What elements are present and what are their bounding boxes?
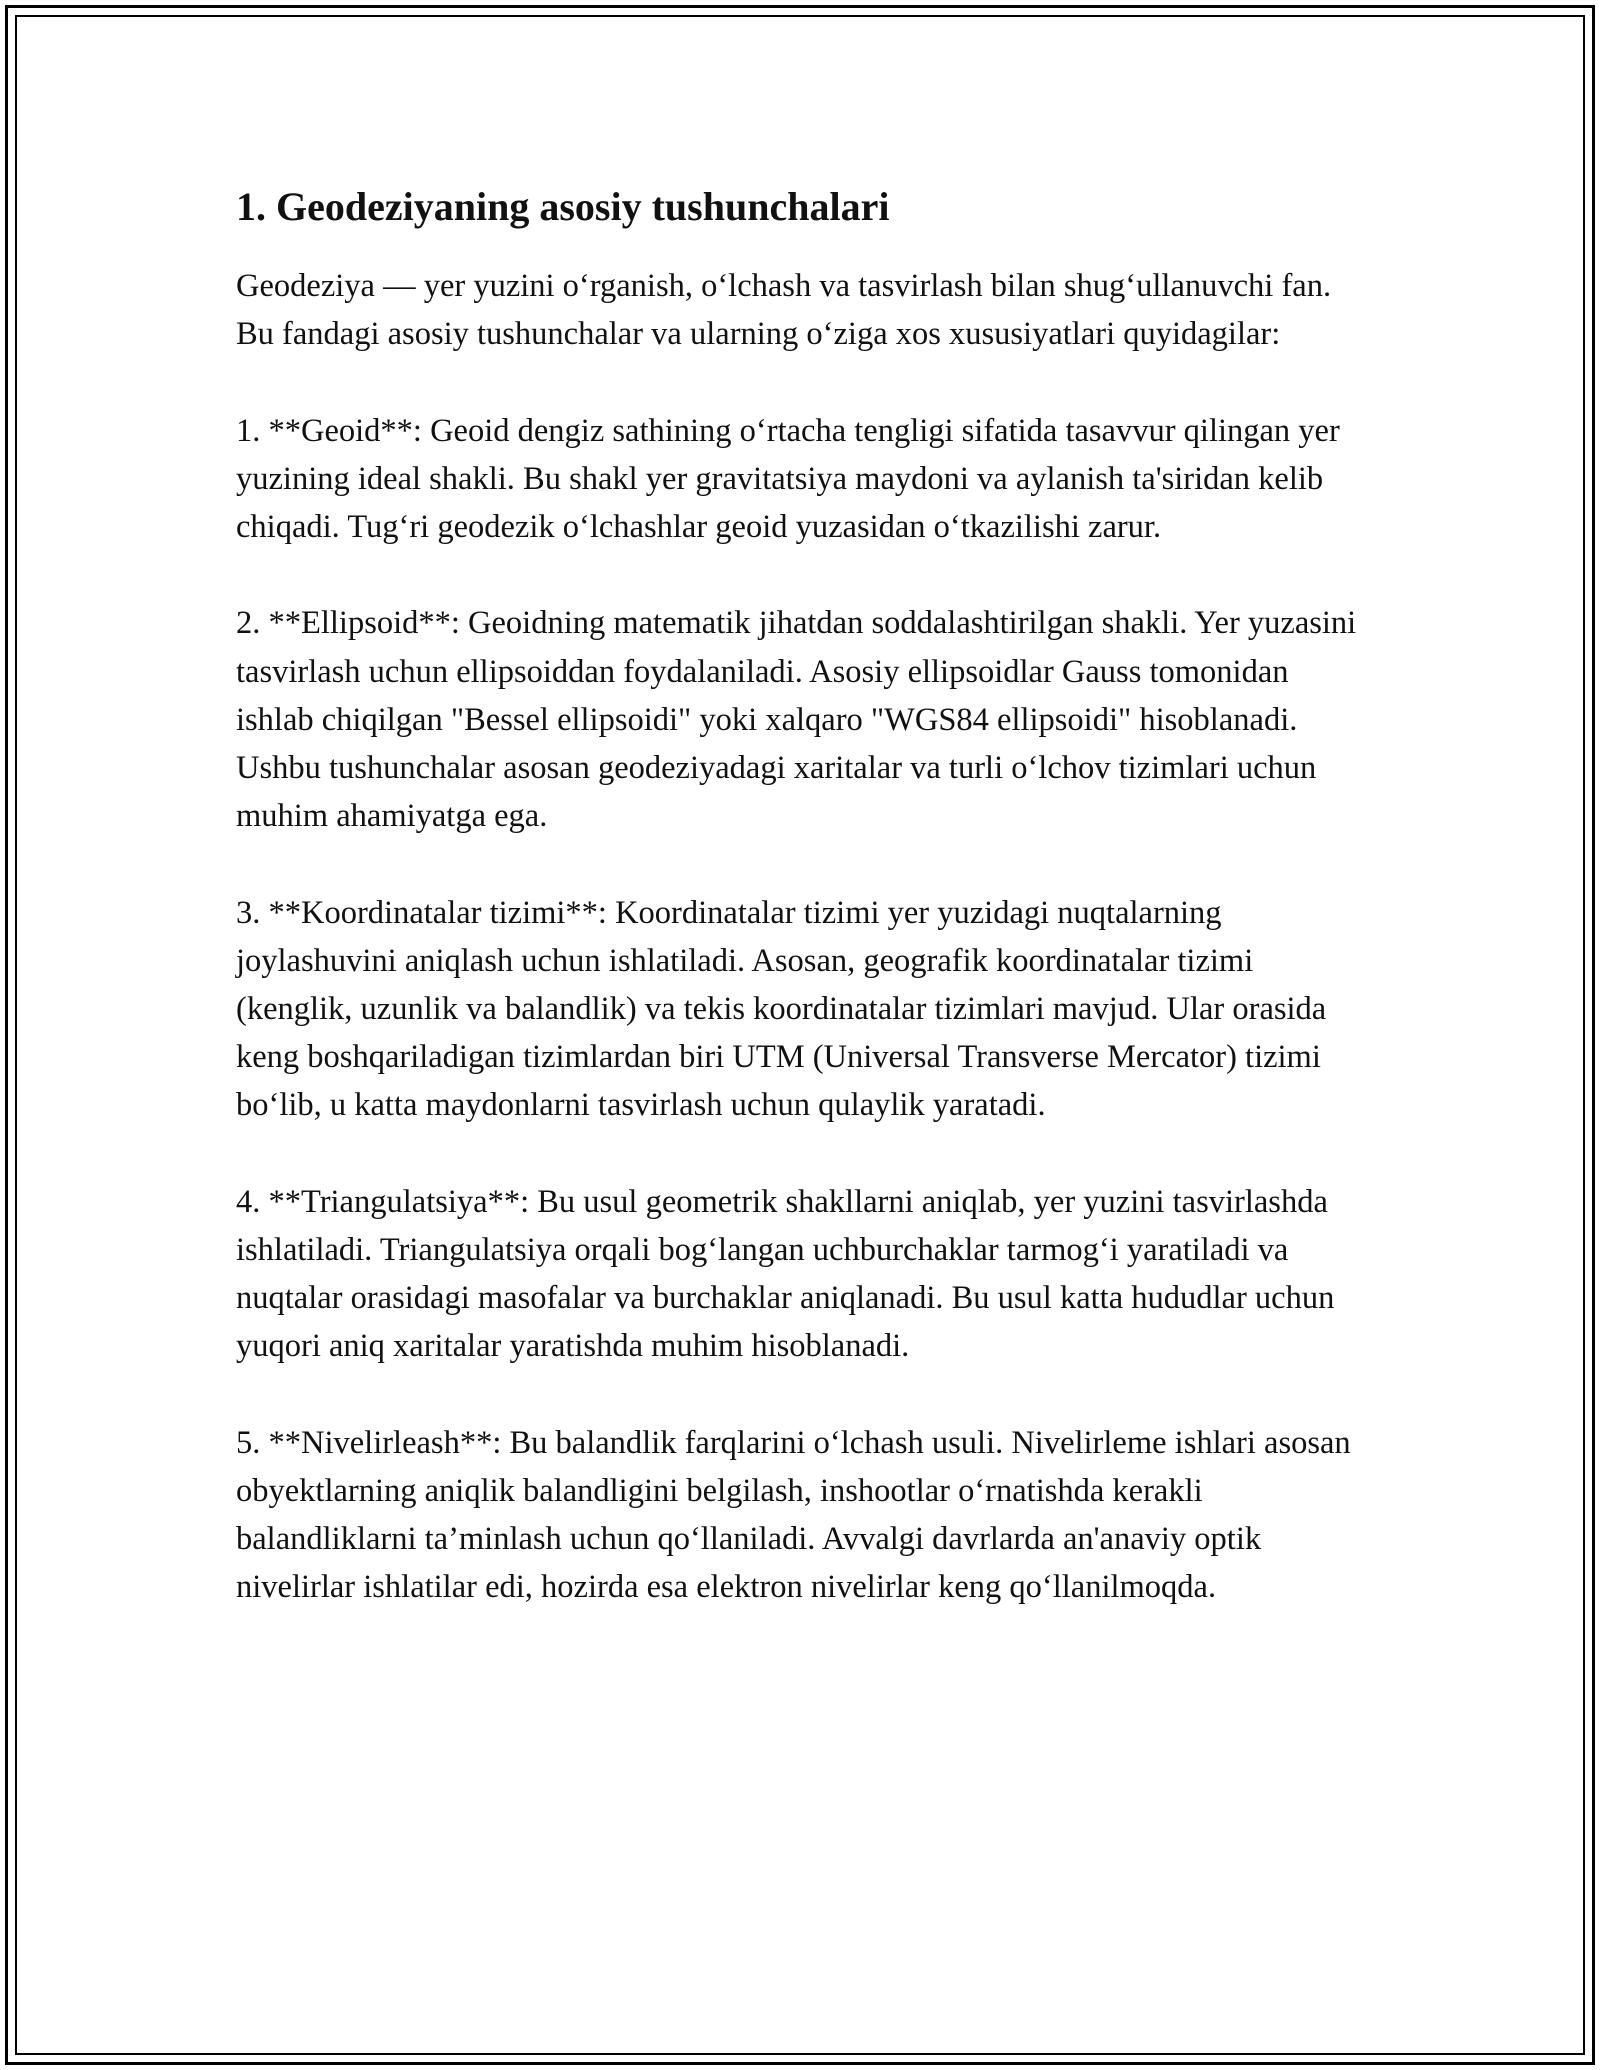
intro-paragraph: Geodeziya — yer yuzini o‘rganish, o‘lchash va tasvirlash bilan shug‘ullanuvchi fan. Bu fandagi asosiy tushunchalar va ularning o‘ziga xos xususiyatlari quyidagilar: [236,268,1332,353]
paragraph-geoid: 1. **Geoid**: Geoid dengiz sathining o‘rtacha tengligi sifatida tasavvur qilingan yer yuzining ideal shakli. Bu shakl yer gravitatsiya maydoni va aylanish ta'siridan kelib chiqadi. Tug‘ri geodezik o‘lchashlar geoid yuzasidan o‘tkazilishi zarur. [236,412,1340,545]
paragraph-triangulation: 4. **Triangulatsiya**: Bu usul geometrik shakllarni aniqlab, yer yuzini tasvirlashda ishlatiladi. Triangulatsiya orqali bog‘langan uchburchaklar tarmog‘i yaratiladi va nuqtalar orasidagi masofalar va burchaklar aniqlanadi. Bu usul katta hududlar uchun yuqori aniq xaritalar yaratishda muhim hisoblanadi. [236,1183,1335,1365]
paragraph-leveling: 5. **Nivelirleash**: Bu balandlik farqlarini o‘lchash usuli. Nivelirleme ishlari asosan obyektlarning aniqlik balandligini belgilash, inshootlar o‘rnatishda kerakli balandliklarni ta’minlash uchun qo‘llaniladi. Avvalgi davrlarda an'anaviy optik nivelirlar ishlatilar edi, hozirda esa elektron nivelirlar keng qo‘llanilmoqda. [236,1424,1351,1606]
document-body [236,182,1366,1660]
paragraph-coordinate-system: 3. **Koordinatalar tizimi**: Koordinatalar tizimi yer yuzidagi nuqtalarning joylashuvini aniqlash uchun ishlatiladi. Asosan, geografik koordinatalar tizimi (kenglik, uzunlik va balandlik) va tekis koordinatalar tizimlari mavjud. Ular orasida keng boshqariladigan tizimlardan biri UTM (Universal Transverse Mercator) tizimi bo‘lib, u katta maydonlarni tasvirlash uchun qulaylik yaratadi. [236,894,1327,1124]
paragraph-ellipsoid: 2. **Ellipsoid**: Geoidning matematik jihatdan soddalashtirilgan shakli. Yer yuzasini tasvirlash uchun ellipsoiddan foydalaniladi. Asosiy ellipsoidlar Gauss tomonidan ishlab chiqilgan "Bessel ellipsoidi" yoki xalqaro "WGS84 ellipsoidi" hisoblanadi. Ushbu tushunchalar asosan geodeziyadagi xaritalar va turli o‘lchov tizimlari uchun muhim ahamiyatga ega. [236,605,1357,835]
document-title: 1. Geodeziyaning asosiy tushunchalari [236,184,890,229]
